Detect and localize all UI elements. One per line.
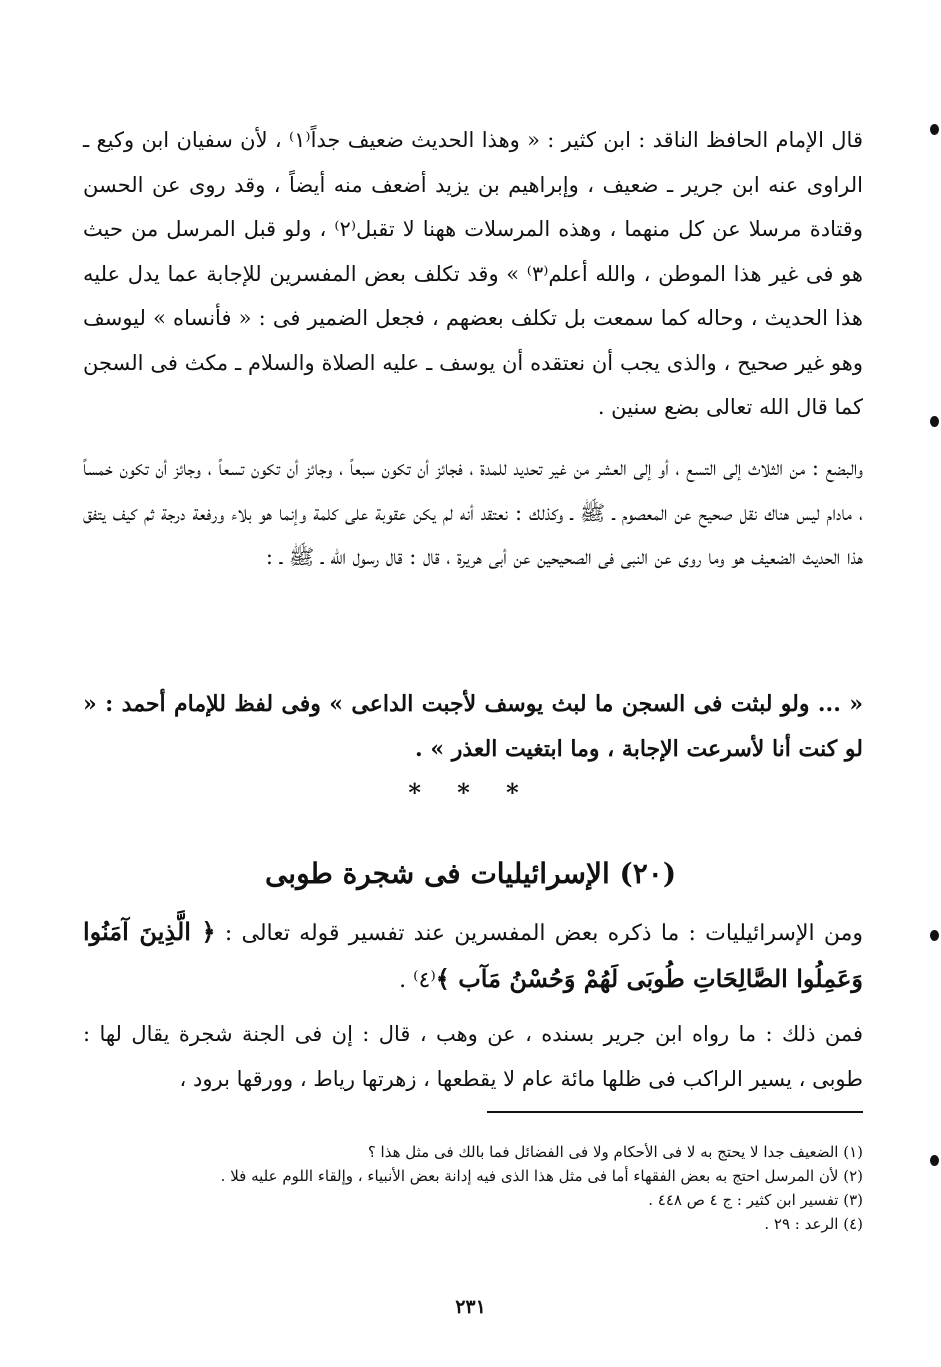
tuba-intro-text: ومن الإسرائيليات : ما ذكره بعض المفسرين عند تفسير قوله تعالى : (215, 921, 863, 946)
binding-hole-mark (930, 124, 939, 135)
section-heading: (٢٠) الإسرائيليات فى شجرة طوبى (264, 857, 677, 891)
footnote-separator-line (487, 1111, 863, 1113)
quran-verse: ﴿ الَّذِينَ آمَنُوا وَعَمِلُوا الصَّالِحَاتِ طُوبَى لَهُمْ وَحُسْنُ مَآب ﴾ (83, 917, 863, 993)
footnotes-list (73, 1140, 863, 1236)
binding-hole-mark (930, 1155, 939, 1166)
footnote-item: (٤) الرعد : ٢٩ . (764, 1215, 863, 1233)
paragraph-hadith-quote: « ... ولو لبثت فى السجن ما لبث يوسف لأجبت الداعى » وفى لفظ للإمام أحمد : « لو كنت أنا لأسرعت الإجابة ، وما ابتغيت العذر » . (83, 691, 863, 762)
footnote-item: (١) الضعيف جدا لا يحتج به لا فى الأحكام ولا فى الفضائل فما بالك فى مثل هذا ؟ (367, 1143, 863, 1161)
section-separator-stars: * * * (408, 778, 533, 807)
binding-hole-mark (930, 416, 939, 427)
binding-hole-mark (930, 930, 939, 941)
paragraph-tuba-intro (83, 910, 863, 1003)
paragraph-ibn-jarir-narration: فمن ذلك : ما رواه ابن جرير بسنده ، عن وهب ، قال : إن فى الجنة شجرة يقال لها : طوبى ، يسير الراكب فى ظلها مائة عام لا يقطعها ، زهرتها رياط ، وورقها برود ، (83, 1022, 863, 1091)
footnote-item: (٢) لأن المرسل احتج به بعض الفقهاء أما فى مثل هذا الذى فيه إدانة بعض الأنبياء ، وإلقاء اللوم عليه فلا . (220, 1167, 863, 1185)
paragraph-ibn-kathir-quote: قال الإمام الحافظ الناقد : ابن كثير : « وهذا الحديث ضعيف جداً⁽١⁾ ، لأن سفيان ابن وكيع ـ الراوى عنه ابن جرير ـ ضعيف ، وإبراهيم بن يزيد أضعف منه أيضاً ، وقد روى عن الحسن وقتادة مرسلا عن كل منهما ، وهذه المرسلات ههنا لا تقبل⁽٢⁾ ، ولو قبل المرسل من حيث هو فى غير هذا الموطن ، والله أعلم⁽٣⁾ » وقد تكلف بعض المفسرين للإجابة عما يدل عليه هذا الحديث ، وحاله كما سمعت بل تكلف بعضهم ، فجعل الضمير فى : « فأنساه » ليوسف وهو غير صحيح ، والذى يجب أن نعتقده أن يوسف ـ عليه الصلاة والسلام ـ مكث فى السجن كما قال الله تعالى بضع سنين . (83, 128, 863, 419)
footnote-item: (٣) تفسير ابن كثير : ج ٤ ص ٤٤٨ . (648, 1191, 863, 1209)
footnote-ref-4: ⁽٤⁾ . (399, 967, 436, 993)
page-number: ٢٣١ (455, 1296, 486, 1318)
paragraph-bid-meaning: والبضع : من الثلاث إلى التسع ، أو إلى العشر من غير تحديد للمدة ، فجائز أن تكون سبعاً ، وجائز أن تكون تسعاً ، وجائز أن تكون خمساً ، مادام ليس هناك نقل صحيح عن المعصوم ـ ﷺ ـ وكذلك : نعتقد أنه لم يكن عقوبة على كلمة وإنما هو بلاء ورفعة درجة ثم كيف يتفق هذا الحديث الضعيف هو وما روى عن النبى فى الصحيحين عن أبى هريرة ، قال : قال رسول الله ـ ﷺ ـ : (83, 456, 863, 569)
